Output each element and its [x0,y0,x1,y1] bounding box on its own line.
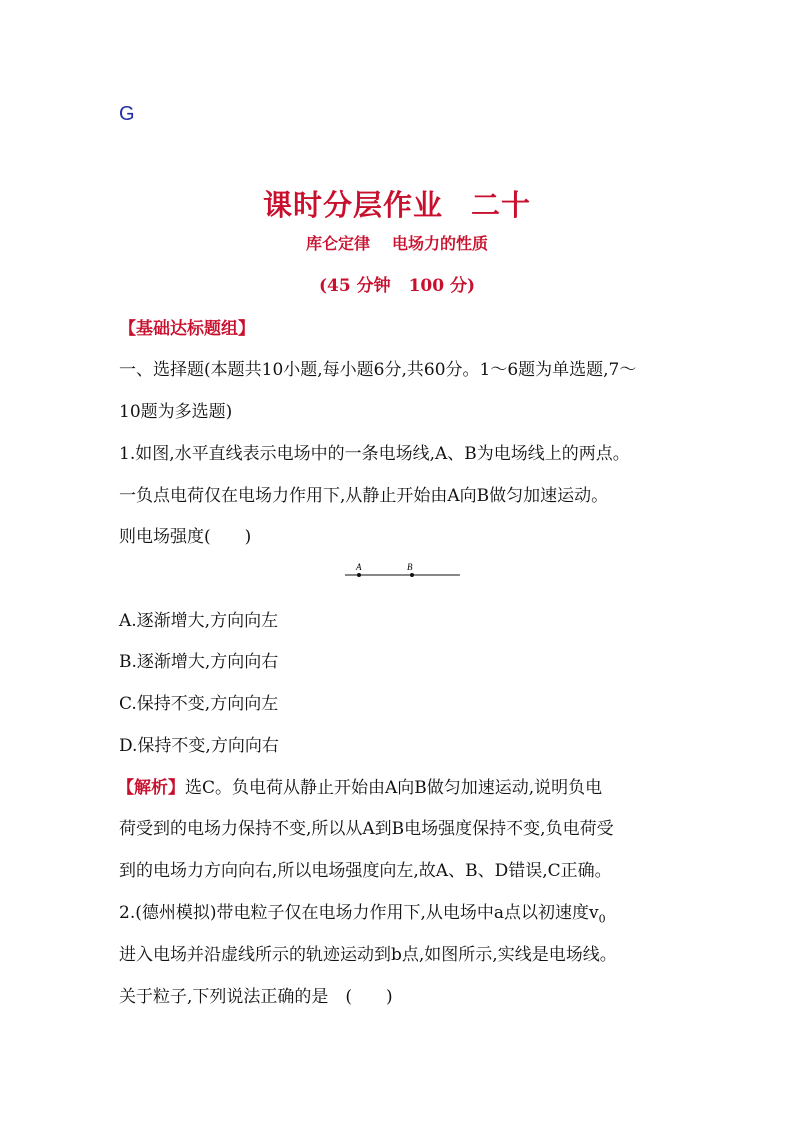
logo-letter: G [119,103,135,125]
q1-analysis-line-2: 荷受到的电场力保持不变,所以从A到B电场强度保持不变,负电荷受 [119,819,614,839]
q2-stem-line-1 [119,898,606,925]
point-a-label: A [356,562,362,572]
title-main: 课时分层作业 [262,188,443,222]
q1-stem-line-1: 1.如图,水平直线表示电场中的一条电场线,A、B为电场线上的两点。 [119,444,630,464]
title-number: 二十 [471,188,532,222]
q1-analysis-line-1 [117,773,602,798]
q2-stem-line-2: 进入电场并沿虚线所示的轨迹运动到b点,如图所示,实线是电场线。 [119,945,617,965]
analysis-label: 【解析】 [117,778,185,798]
page-title [0,183,794,224]
time-open: ( [318,276,327,296]
point-a-dot [357,573,361,577]
time-score-value: 100 分 [408,276,467,296]
q1-figure [340,560,465,584]
time-score [0,271,794,296]
q1-stem-line-2: 一负点电荷仅在电场力作用下,从静止开始由A向B做匀加速运动。 [119,486,609,506]
q2-stem-line-3: 关于粒子,下列说法正确的是 ( ) [119,987,393,1007]
section-line-1: 一、选择题(本题共10小题,每小题6分,共60分。1～6题为单选题,7～ [119,360,637,380]
q1-option-b: B.逐渐增大,方向向右 [119,652,279,672]
subtitle-part2: 电场力的性质 [392,234,489,253]
section-line-2: 10题为多选题) [119,402,233,422]
time-minutes: 45 分钟 [327,276,391,296]
q1-analysis-line-3: 到的电场力方向向右,所以电场强度向左,故A、B、D错误,C正确。 [119,861,612,881]
page-subtitle [0,231,794,254]
point-b-dot [410,573,414,577]
subtitle-part1: 库仑定律 [305,234,370,253]
time-close: ) [466,276,476,296]
q1-stem-line-3: 则电场强度( ) [119,527,252,547]
point-b-label: B [407,562,413,572]
q2-v-subscript: 0 [598,912,606,926]
q1-option-d: D.保持不变,方向向右 [119,736,279,756]
q2-text-1: 2.(德州模拟)带电粒子仅在电场力作用下,从电场中a点以初速度v [119,903,599,923]
analysis-text-1: 选C。负电荷从静止开始由A向B做匀加速运动,说明负电 [185,778,603,798]
group-label: 【基础达标题组】 [119,319,255,339]
q1-option-a: A.逐渐增大,方向向左 [119,611,279,631]
q1-option-c: C.保持不变,方向向左 [119,694,279,714]
